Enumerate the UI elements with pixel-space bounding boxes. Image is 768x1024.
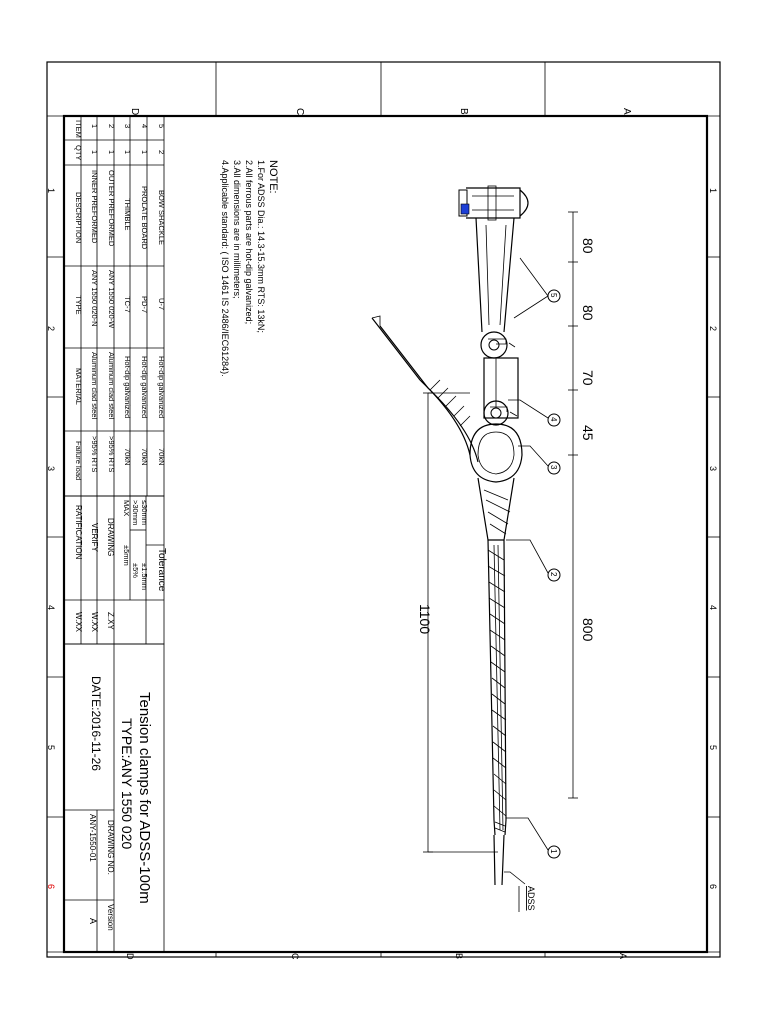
svg-text:BOW SHACKLE: BOW SHACKLE <box>157 190 166 246</box>
zone-number-right-1: 1 <box>708 188 718 194</box>
svg-text:1: 1 <box>90 124 99 129</box>
zone-letter-bottom-c: C <box>290 953 300 960</box>
svg-text:PROLATE BOARD: PROLATE BOARD <box>140 186 149 250</box>
balloon-leaders <box>504 258 548 884</box>
svg-text:2: 2 <box>107 124 116 129</box>
zone-letter-top-a: A <box>621 108 632 115</box>
drawing-no-label: DRAWING NO. <box>106 820 115 875</box>
svg-text:±1.5mm: ±1.5mm <box>140 563 149 591</box>
zone-letter-top-c: C <box>294 108 305 116</box>
drawing-date: DATE:2016-11-26 <box>89 676 103 771</box>
zone-number-left-4: 4 <box>46 605 56 611</box>
tolerance-rows <box>122 500 149 590</box>
signoff-verify-label: VERIFY <box>90 523 99 552</box>
svg-text:THIMBLE: THIMBLE <box>123 198 132 231</box>
svg-text:MAX: MAX <box>122 500 131 517</box>
zone-letter-bottom-b: B <box>454 953 464 960</box>
bom-header-row <box>74 120 83 480</box>
svg-text:70kN: 70kN <box>140 448 149 466</box>
zone-number-left-5: 5 <box>46 745 56 751</box>
zone-number-right-6: 6 <box>708 884 718 890</box>
zone-number-right-3: 3 <box>708 466 718 472</box>
dimension-80-top: 80 <box>580 238 596 254</box>
dimension-1100: 1100 <box>417 604 433 635</box>
svg-text:4: 4 <box>140 124 149 129</box>
balloon-2 <box>548 569 560 581</box>
svg-text:1: 1 <box>90 150 99 155</box>
signoff-rows <box>74 505 115 633</box>
note-line-1: 1.For ADSS Dia.: 14.3-15.3mm RTS: 13kN; <box>256 160 266 333</box>
zone-number-left-2: 2 <box>46 326 56 332</box>
bom-row-item-4 <box>140 124 149 466</box>
svg-text:Hot-dip galvanized: Hot-dip galvanized <box>157 356 166 419</box>
svg-text:2: 2 <box>549 572 558 577</box>
bom-header-qty: QTY <box>74 145 83 161</box>
svg-text:5: 5 <box>549 293 558 298</box>
bom-row-item-5 <box>157 124 166 466</box>
dimension-lines <box>423 212 578 852</box>
signoff-drawing-value: Z.XY <box>106 612 115 630</box>
svg-text:70kN: 70kN <box>123 448 132 466</box>
svg-text:>95% RTS: >95% RTS <box>90 436 99 473</box>
bom-row-item-1 <box>90 124 99 472</box>
drawing-title-line-2: TYPE:ANY 1550 020 <box>119 718 135 850</box>
balloon-3 <box>548 462 560 474</box>
adss-cable-label: ADSS <box>526 886 536 911</box>
bom-row-item-3 <box>123 124 132 466</box>
zone-letter-bottom-d: D <box>125 953 135 960</box>
svg-text:3: 3 <box>123 124 132 129</box>
bom-header-failure-load: Failure load <box>74 441 83 481</box>
zone-number-left-6: 6 <box>46 884 56 890</box>
dimension-45: 45 <box>580 425 596 441</box>
svg-text:≤30mm: ≤30mm <box>140 500 149 525</box>
version-label: Version <box>106 904 115 931</box>
bom-header-type: TYPE <box>74 295 83 315</box>
svg-text:5: 5 <box>157 124 166 129</box>
zone-number-right-5: 5 <box>708 745 718 751</box>
balloon-1 <box>548 846 560 858</box>
zone-number-right-2: 2 <box>708 326 718 332</box>
svg-text:4: 4 <box>549 417 558 422</box>
note-line-4: 4.Applicable standard: ( ISO 1461 IS 2486/IEC61284). <box>220 160 230 377</box>
svg-text:TC-7: TC-7 <box>123 296 132 313</box>
svg-text:Hot-dip galvanized: Hot-dip galvanized <box>123 356 132 419</box>
notes-block <box>220 160 279 377</box>
prolate-board <box>484 358 518 418</box>
zone-letter-top-d: D <box>129 108 140 116</box>
bom-header-description: DESCRIPTION <box>74 192 83 244</box>
version-value: A <box>88 918 98 925</box>
signoff-ratification-value: W.XX <box>74 612 83 633</box>
svg-text:1: 1 <box>549 849 558 854</box>
svg-text:±5mm: ±5mm <box>122 545 131 566</box>
note-line-3: 3.All dimensions are in millimeters; <box>232 160 242 299</box>
svg-text:±5%: ±5% <box>131 563 140 578</box>
bom-row-item-2 <box>107 124 116 472</box>
svg-text:Aluminum clad steel: Aluminum clad steel <box>90 352 99 420</box>
svg-text:PD-7: PD-7 <box>140 296 149 314</box>
dimension-70: 70 <box>580 370 596 386</box>
drawing-title-line-1: Tension clamps for ADSS-100m <box>136 692 153 904</box>
svg-text:ANY 1550 020-N: ANY 1550 020-N <box>90 270 99 327</box>
shackle-link <box>476 218 514 332</box>
zone-letter-top-b: B <box>458 108 469 115</box>
svg-text:>95% RTS: >95% RTS <box>107 436 116 473</box>
notes-heading: NOTE: <box>267 160 279 194</box>
tension-clamp-assembly <box>372 186 528 885</box>
dimension-800: 800 <box>580 618 596 642</box>
signoff-drawing-label: DRAWING <box>106 518 115 557</box>
zone-number-left-3: 3 <box>46 466 56 472</box>
zone-number-right-4: 4 <box>708 605 718 611</box>
svg-text:OUTER PREFORMED: OUTER PREFORMED <box>107 170 116 247</box>
svg-text:70kN: 70kN <box>157 448 166 466</box>
tolerance-title: Tolerance <box>156 548 167 592</box>
dimension-80-second: 80 <box>580 305 596 321</box>
zone-letter-bottom-a: A <box>618 953 628 960</box>
svg-text:INNER PREFORMED: INNER PREFORMED <box>90 170 99 244</box>
svg-text:3: 3 <box>549 465 558 470</box>
balloon-5 <box>548 290 560 302</box>
svg-text:ANY 1550 020-W: ANY 1550 020-W <box>107 270 116 329</box>
bom-header-material: MATERIAL <box>74 368 83 405</box>
zone-number-left-1: 1 <box>46 188 56 194</box>
signoff-verify-value: W.XX <box>90 612 99 633</box>
svg-text:1: 1 <box>107 150 116 155</box>
svg-text:U-7: U-7 <box>157 298 166 311</box>
svg-text:>30mm: >30mm <box>131 500 140 526</box>
signoff-ratification-label: RATIFICATION <box>74 505 83 560</box>
svg-text:Aluminum clad steel: Aluminum clad steel <box>107 352 116 420</box>
balloon-4 <box>548 414 560 426</box>
bom-header-item: ITEM <box>74 120 83 138</box>
svg-text:2: 2 <box>157 150 166 155</box>
drawing-no-value: ANY-1550-01 <box>88 814 97 862</box>
svg-text:1: 1 <box>123 150 132 155</box>
outer-preformed-rods <box>478 478 514 540</box>
svg-text:Hot-dip galvanized: Hot-dip galvanized <box>140 356 149 419</box>
svg-text:1: 1 <box>140 150 149 155</box>
bow-shackle <box>459 186 528 220</box>
note-line-2: 2.All ferrous parts are hot-dip galvanized; <box>244 160 254 325</box>
adss-cable <box>494 835 504 885</box>
